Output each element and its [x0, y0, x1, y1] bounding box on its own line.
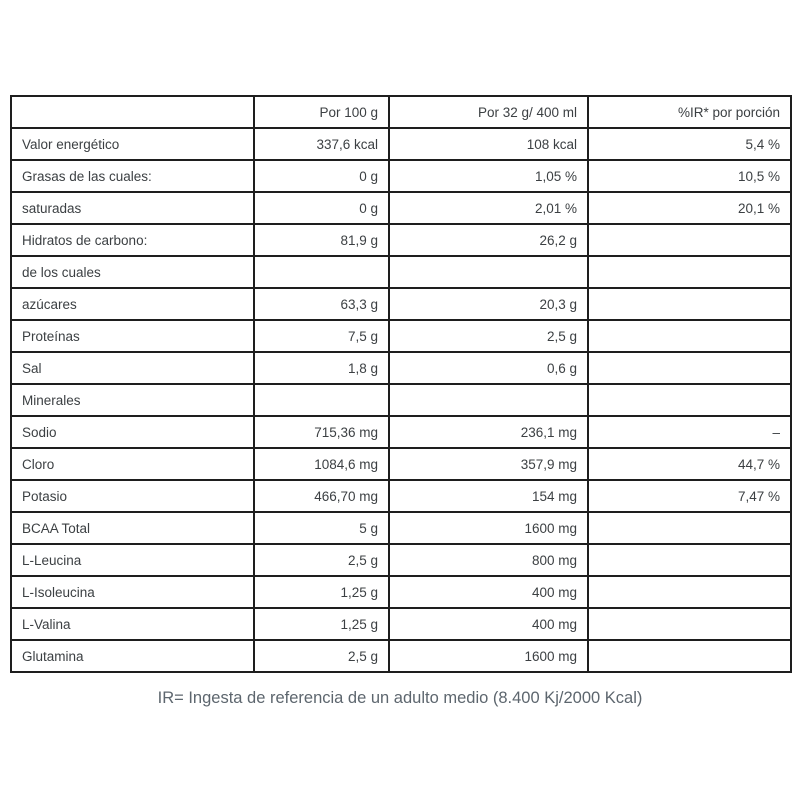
per-100g-value: 63,3 g	[254, 288, 389, 320]
ir-per-portion-value	[588, 576, 791, 608]
table-row	[11, 416, 791, 448]
per-serving-value: 400 mg	[389, 576, 588, 608]
header-empty-cell	[11, 96, 254, 128]
row-label: Minerales	[11, 384, 254, 416]
table-row	[11, 448, 791, 480]
per-100g-value: 1,8 g	[254, 352, 389, 384]
table-row	[11, 640, 791, 672]
per-serving-value: 800 mg	[389, 544, 588, 576]
ir-per-portion-value	[588, 544, 791, 576]
ir-per-portion-value	[588, 288, 791, 320]
per-100g-value: 2,5 g	[254, 640, 389, 672]
row-label: L-Isoleucina	[11, 576, 254, 608]
row-label: de los cuales	[11, 256, 254, 288]
row-label: Valor energético	[11, 128, 254, 160]
table-row	[11, 544, 791, 576]
ir-per-portion-value: 10,5 %	[588, 160, 791, 192]
per-serving-value: 400 mg	[389, 608, 588, 640]
table-row	[11, 352, 791, 384]
per-serving-value: 1,05 %	[389, 160, 588, 192]
row-label: Glutamina	[11, 640, 254, 672]
per-100g-value: 1084,6 mg	[254, 448, 389, 480]
per-100g-value: 2,5 g	[254, 544, 389, 576]
ir-per-portion-value: 44,7 %	[588, 448, 791, 480]
per-100g-value: 7,5 g	[254, 320, 389, 352]
table-row	[11, 192, 791, 224]
table-row	[11, 128, 791, 160]
row-label: L-Leucina	[11, 544, 254, 576]
per-serving-value: 1600 mg	[389, 512, 588, 544]
table-row	[11, 224, 791, 256]
ir-per-portion-value	[588, 640, 791, 672]
ir-per-portion-value: 7,47 %	[588, 480, 791, 512]
ir-per-portion-value	[588, 512, 791, 544]
header-ir-per-portion: %IR* por porción	[588, 96, 791, 128]
table-row	[11, 320, 791, 352]
per-serving-value: 108 kcal	[389, 128, 588, 160]
table-row	[11, 608, 791, 640]
row-label: Grasas de las cuales:	[11, 160, 254, 192]
header-per-serving: Por 32 g/ 400 ml	[389, 96, 588, 128]
row-label: Potasio	[11, 480, 254, 512]
per-serving-value: 20,3 g	[389, 288, 588, 320]
ir-per-portion-value	[588, 608, 791, 640]
row-label: saturadas	[11, 192, 254, 224]
row-label: BCAA Total	[11, 512, 254, 544]
reference-intake-footnote: IR= Ingesta de referencia de un adulto medio (8.400 Kj/2000 Kcal)	[157, 689, 643, 707]
per-serving-value: 154 mg	[389, 480, 588, 512]
nutrition-table	[10, 95, 792, 673]
ir-per-portion-value	[588, 224, 791, 256]
ir-per-portion-value	[588, 384, 791, 416]
ir-per-portion-value: –	[588, 416, 791, 448]
per-serving-value: 357,9 mg	[389, 448, 588, 480]
ir-per-portion-value: 20,1 %	[588, 192, 791, 224]
table-row	[11, 288, 791, 320]
per-100g-value: 81,9 g	[254, 224, 389, 256]
per-serving-value	[389, 384, 588, 416]
per-100g-value: 1,25 g	[254, 576, 389, 608]
per-100g-value: 5 g	[254, 512, 389, 544]
per-100g-value: 0 g	[254, 160, 389, 192]
table-row	[11, 576, 791, 608]
row-label: L-Valina	[11, 608, 254, 640]
per-100g-value: 715,36 mg	[254, 416, 389, 448]
table-row	[11, 480, 791, 512]
per-100g-value: 0 g	[254, 192, 389, 224]
per-serving-value: 26,2 g	[389, 224, 588, 256]
per-serving-value: 0,6 g	[389, 352, 588, 384]
per-100g-value: 1,25 g	[254, 608, 389, 640]
per-100g-value	[254, 384, 389, 416]
row-label: Proteínas	[11, 320, 254, 352]
per-100g-value: 337,6 kcal	[254, 128, 389, 160]
per-serving-value	[389, 256, 588, 288]
table-row	[11, 256, 791, 288]
per-100g-value: 466,70 mg	[254, 480, 389, 512]
table-row	[11, 160, 791, 192]
table-header-row	[11, 96, 791, 128]
table-row	[11, 384, 791, 416]
per-100g-value	[254, 256, 389, 288]
per-serving-value: 2,01 %	[389, 192, 588, 224]
per-serving-value: 2,5 g	[389, 320, 588, 352]
ir-per-portion-value	[588, 352, 791, 384]
ir-per-portion-value	[588, 256, 791, 288]
row-label: azúcares	[11, 288, 254, 320]
per-serving-value: 1600 mg	[389, 640, 588, 672]
table-row	[11, 512, 791, 544]
ir-per-portion-value	[588, 320, 791, 352]
ir-per-portion-value: 5,4 %	[588, 128, 791, 160]
header-per-100g: Por 100 g	[254, 96, 389, 128]
row-label: Sal	[11, 352, 254, 384]
row-label: Cloro	[11, 448, 254, 480]
row-label: Sodio	[11, 416, 254, 448]
per-serving-value: 236,1 mg	[389, 416, 588, 448]
row-label: Hidratos de carbono:	[11, 224, 254, 256]
